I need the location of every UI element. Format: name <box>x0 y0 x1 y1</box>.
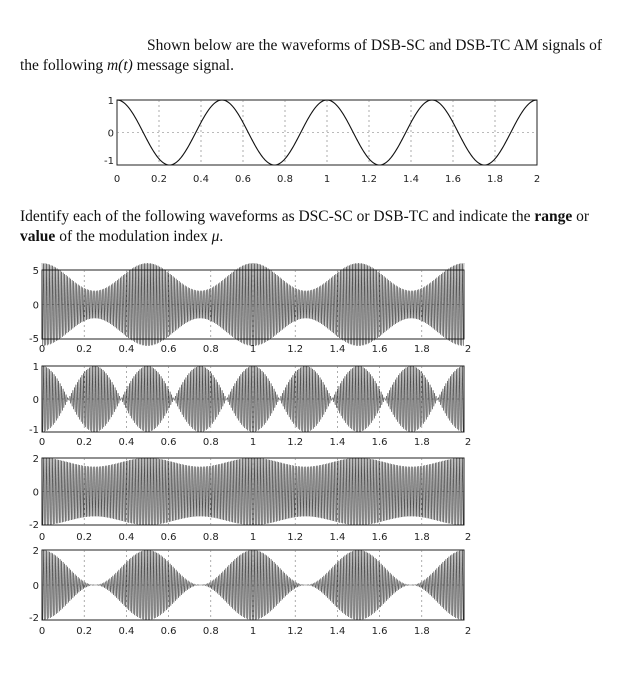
plot-3-xtick-label: 0 <box>38 437 46 448</box>
intro-text: Shown below are the waveforms of DSB-SC and DSB-TC AM signals of the following <box>20 37 603 74</box>
plot-2-xtick-label: 0.8 <box>202 344 219 355</box>
plot-3-ytick-label: 0 <box>32 395 39 406</box>
plot-5-xtick-label: 1.2 <box>287 626 304 637</box>
plot-3-xtick-label: 1.8 <box>413 437 430 448</box>
plot-1-xtick-label: 0.2 <box>151 174 167 185</box>
plot-1-xtick-label: 2 <box>533 174 541 185</box>
plot-1-xtick-label: 0 <box>113 174 121 185</box>
plot-5-xtick-label: 0.2 <box>76 626 93 637</box>
plot-2-xtick-label: 0 <box>38 344 46 355</box>
plot-3-xtick-label: 1.6 <box>371 437 388 448</box>
question-text-3: of the modulation index <box>55 228 212 245</box>
plot-1-ytick-label: 0 <box>107 128 114 140</box>
plot-4-xtick-label: 0 <box>38 532 46 543</box>
plot-5-xtick-label: 1 <box>249 626 257 637</box>
plot-2-xtick-label: 1.2 <box>287 344 304 355</box>
plot-1-xtick-label: 1.4 <box>403 174 419 185</box>
plot-1-xtick-label: 0.8 <box>277 174 293 185</box>
plot-2-xtick-label: 1 <box>249 344 257 355</box>
plot-1-xtick-label: 1.2 <box>361 174 377 185</box>
plot-2-ytick-label: 0 <box>32 300 39 312</box>
question-text-2: or <box>572 208 590 225</box>
mu-symbol: μ <box>211 228 220 245</box>
plot-5-xtick-label: 1.4 <box>329 626 346 637</box>
plot-3-xtick-label: 2 <box>464 437 472 448</box>
plot-1-ytick-label: -1 <box>104 156 114 167</box>
plot-3-ytick-label: -1 <box>29 425 39 436</box>
plot-5-xtick-label: 2 <box>464 626 472 637</box>
plot-1-xtick-label: 1.6 <box>445 174 461 185</box>
plot-4-ytick-label: 0 <box>32 487 39 499</box>
question-text-4: . <box>219 228 224 245</box>
plot-1-xtick-label: 0.4 <box>193 174 209 185</box>
message-symbol: m(t) <box>106 57 133 74</box>
plot-2-xtick-label: 2 <box>464 344 472 355</box>
plot-1-xtick-label: 1 <box>323 174 331 185</box>
plot-3-xtick-label: 0.2 <box>76 437 93 448</box>
plot-5-xtick-label: 0.4 <box>118 626 135 637</box>
plot-5-xtick-label: 0 <box>38 626 46 637</box>
plot-3-xtick-label: 0.4 <box>118 437 135 448</box>
plot-4-xtick-label: 0.4 <box>118 532 135 543</box>
plot-4-xtick-label: 1.2 <box>287 532 304 543</box>
plot-2-xtick-label: 0.2 <box>76 344 93 355</box>
plot-4-xtick-label: 0.2 <box>76 532 93 543</box>
plot-4-ytick-label: -2 <box>29 520 39 531</box>
plot-5-ytick-label: 2 <box>32 546 39 557</box>
plot-4-xtick-label: 1.6 <box>371 532 388 543</box>
plot-5-xtick-label: 0.6 <box>160 626 177 637</box>
plot-2-xtick-label: 1.4 <box>329 344 346 355</box>
intro-suffix: message signal. <box>132 57 234 74</box>
plot-2-ytick-label: 5 <box>32 266 39 277</box>
plot-3-xtick-label: 1 <box>249 437 257 448</box>
plot-5-xtick-label: 0.8 <box>202 626 219 637</box>
plot-3-xtick-label: 0.8 <box>202 437 219 448</box>
plot-4-ytick-label: 2 <box>32 454 39 465</box>
plot-5-ytick-label: 0 <box>32 581 39 592</box>
plot-1-ytick-label: 1 <box>107 96 114 107</box>
plot-4-xtick-label: 0.6 <box>160 532 177 543</box>
plot-4-xtick-label: 2 <box>464 532 472 543</box>
plot-2-xtick-label: 1.6 <box>371 344 388 355</box>
question-range: range <box>534 208 573 225</box>
plot-2-ytick-label: -5 <box>29 334 39 345</box>
plot-4-xtick-label: 1.8 <box>413 532 430 543</box>
plot-5-xtick-label: 1.6 <box>371 626 388 637</box>
plot-4-xtick-label: 1 <box>249 532 257 543</box>
plot-4-xtick-label: 1.4 <box>329 532 346 543</box>
plot-1-xtick-label: 0.6 <box>235 174 251 185</box>
plot-1-xtick-label: 1.8 <box>487 174 503 185</box>
plot-2-xtick-label: 0.6 <box>160 344 177 355</box>
question-value: value <box>20 228 56 245</box>
plot-2-xtick-label: 0.4 <box>118 344 135 355</box>
plot-3-ytick-label: 1 <box>32 362 39 373</box>
plot-5-ytick-label: -2 <box>29 613 39 624</box>
plot-5-xtick-label: 1.8 <box>413 626 430 637</box>
question-text-1: Identify each of the following waveforms as DSC-SC or DSB-TC and indicate the <box>20 208 535 225</box>
plot-3-xtick-label: 1.4 <box>329 437 346 448</box>
plot-3-xtick-label: 0.6 <box>160 437 177 448</box>
plot-2-xtick-label: 1.8 <box>413 344 430 355</box>
plot-3-xtick-label: 1.2 <box>287 437 304 448</box>
plot-4-xtick-label: 0.8 <box>202 532 219 543</box>
